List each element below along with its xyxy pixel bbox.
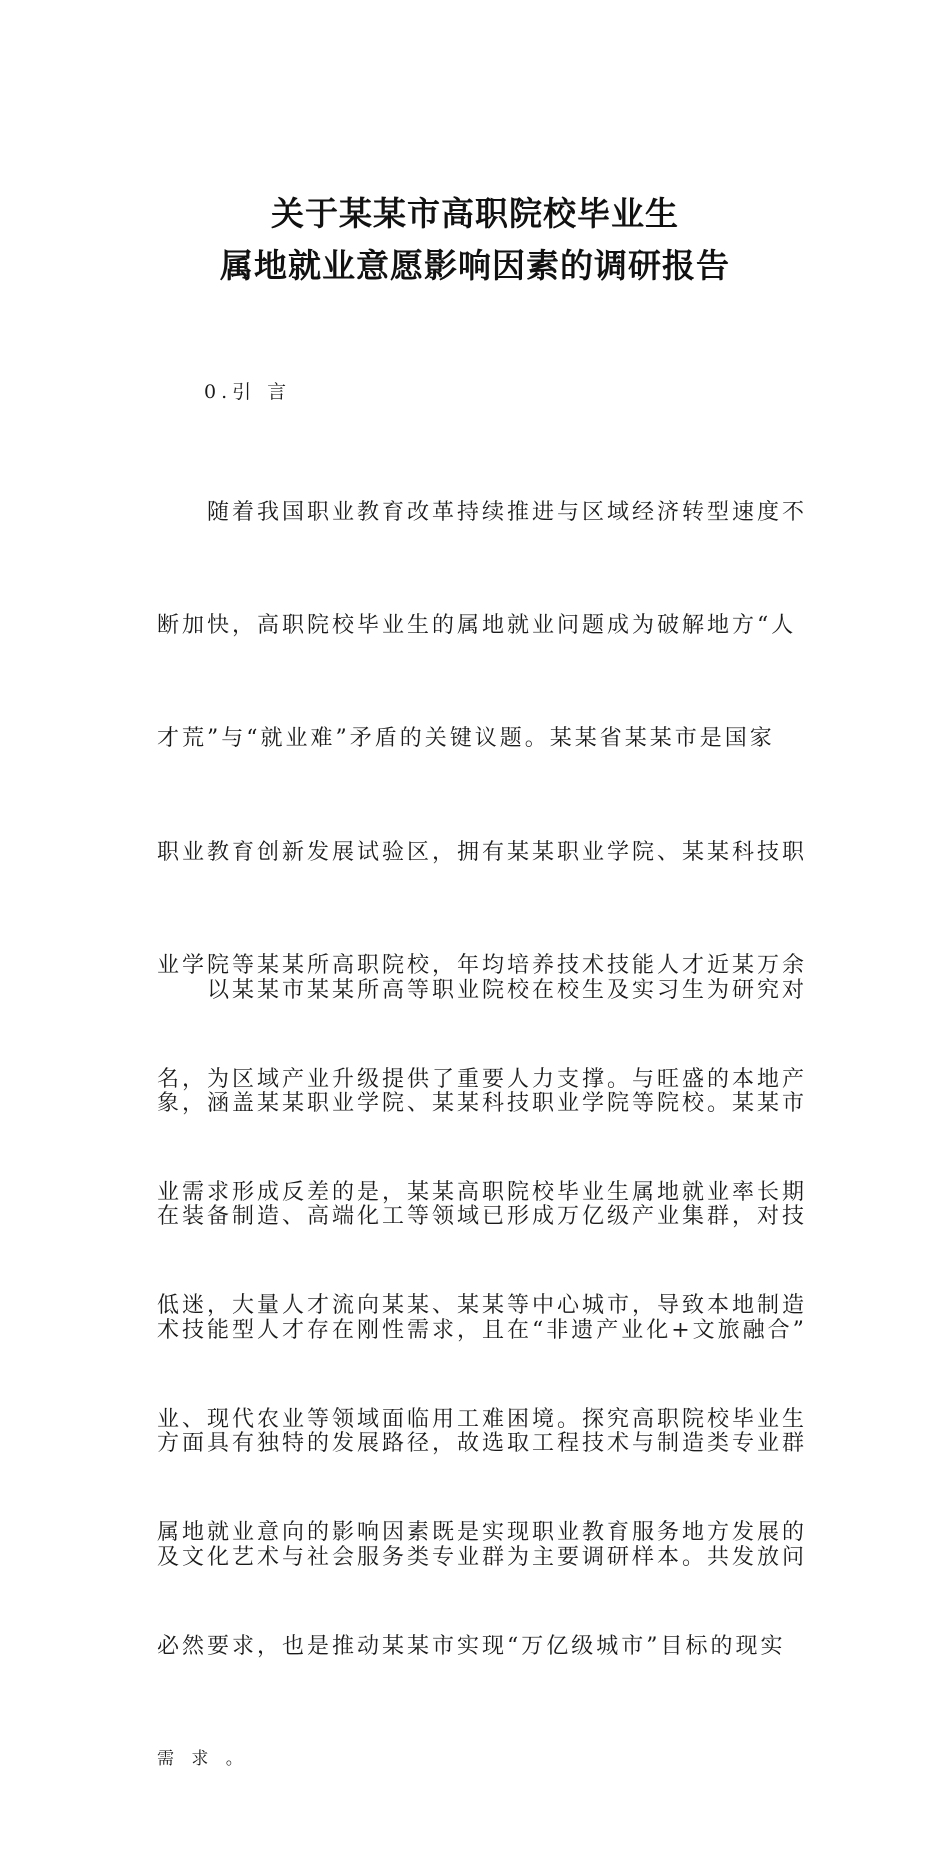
- paragraph-line: 术技能型人才存在刚性需求，且在“非遗产业化+文旅融合”: [157, 1317, 807, 1343]
- paragraph-line: 属地就业意向的影响因素既是实现职业教育服务地方发展的: [157, 1520, 808, 1546]
- paragraph-line: 业需求形成反差的是，某某高职院校毕业生属地就业率长期: [157, 1179, 808, 1205]
- paragraph-line: 低迷，大量人才流向某某、某某等中心城市，导致本地制造: [157, 1293, 808, 1319]
- paragraph-line: 必然要求，也是推动某某市实现“万亿级城市”目标的现实: [157, 1633, 786, 1659]
- paragraph-line: 需 求 。: [157, 1748, 249, 1769]
- introduction-paragraph-2: [157, 896, 827, 1652]
- paragraph-line: 名，为区域产业升级提供了重要人力支撑。与旺盛的本地产: [157, 1066, 808, 1092]
- paragraph-line: 业、现代农业等领域面临用工难困境。探究高职院校毕业生: [157, 1406, 808, 1432]
- paragraph-line: 象，涵盖某某职业学院、某某科技职业学院等院校。某某市: [157, 1090, 808, 1116]
- report-title-line-1: 关于某某市高职院校毕业生: [271, 194, 679, 233]
- paragraph-line: 断加快，高职院校毕业生的属地就业问题成为破解地方“人: [157, 612, 797, 638]
- paragraph-line: 方面具有独特的发展路径，故选取工程技术与制造类专业群: [157, 1431, 808, 1457]
- paragraph-line: 才荒”与“就业难”矛盾的关键议题。某某省某某市是国家: [157, 726, 775, 752]
- paragraph-line: 业学院等某某所高职院校，年均培养技术技能人才近某万余: [157, 953, 808, 979]
- paragraph-line: 职业教育创新发展试验区，拥有某某职业学院、某某科技职: [157, 839, 808, 865]
- paragraph-line: 以某某市某某所高等职业院校在校生及实习生为研究对: [207, 977, 808, 1003]
- section-heading: 0.引 言: [204, 381, 292, 403]
- report-title-line-2: 属地就业意愿影响因素的调研报告: [220, 246, 730, 285]
- paragraph-line: 随着我国职业教育改革持续推进与区域经济转型速度不: [207, 499, 808, 525]
- paragraph-line: 及文化艺术与社会服务类专业群为主要调研样本。共发放问: [157, 1544, 808, 1570]
- paragraph-line: 在装备制造、高端化工等领域已形成万亿级产业集群，对技: [157, 1204, 808, 1230]
